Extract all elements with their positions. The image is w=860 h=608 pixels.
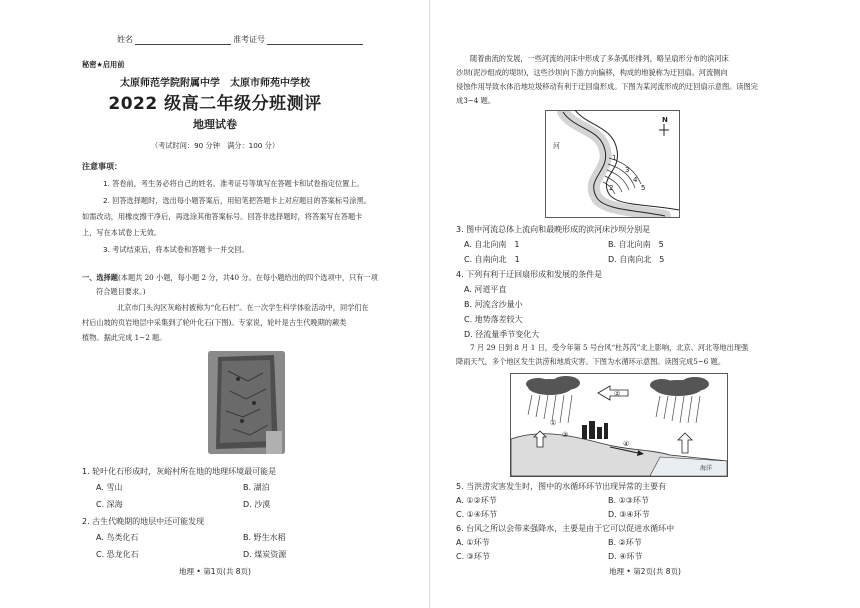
q4-option-a[interactable]: A. 河道平直 (464, 285, 507, 294)
sand-label-2: 2 (609, 184, 614, 192)
sea-label: 海洋 (700, 465, 713, 472)
cycle-label-4: ④ (623, 440, 630, 448)
q6-option-c[interactable]: C. ③环节 (456, 552, 490, 561)
q5-option-b[interactable]: B. ①③环节 (608, 496, 649, 505)
q1-option-d[interactable]: D. 沙漠 (243, 500, 271, 509)
q3-option-b[interactable]: B. 自北向南 5 (608, 240, 664, 249)
note-2-end: 上，写在本试卷上无效。 (82, 228, 162, 237)
sand-label-4: 4 (633, 176, 638, 184)
passage1-line-1: 随着曲流的发展，一些河流的河床中形成了多条弧形排列，略呈扇形分布的滨河床 (470, 54, 729, 63)
river-label: 河 (553, 142, 560, 150)
water-cycle-diagram (510, 373, 728, 477)
passage-line-1: 北京市门头沟区灰峪村被称为“化石村”。在一次学生科学体验活动中，同学们在 (117, 303, 369, 312)
sand-label-1: 1 (612, 154, 617, 162)
passage2-line-2: 降雨天气，多个地区发生洪涝和地质灾害。下图为水循环示意图。读图完成5~6 题。 (456, 357, 726, 366)
q3-option-a[interactable]: A. 自北向南 1 (464, 240, 520, 249)
q5-option-d[interactable]: D. ③④环节 (608, 510, 650, 519)
passage1-line-2: 沙坝(泥沙组成的堤坝)，这些沙坝向下游方向偏移，构成的地貌称为迂回扇。河流侧向 (456, 68, 728, 77)
q5-stem: 5. 当洪涝灾害发生时，图中的水循环环节出现异常的主要有 (456, 482, 667, 491)
fossil-photo (208, 351, 285, 454)
meander-fan-map (545, 110, 680, 218)
exam-no-input-line[interactable] (267, 36, 363, 45)
q3-stem: 3. 图中河流总体上流向和最晚形成的滨河床沙坝分别是 (456, 225, 651, 234)
q6-stem: 6. 台风之所以会带来强降水，主要是由于它可以促进水循环中 (456, 524, 675, 533)
q4-option-d[interactable]: D. 径流量季节变化大 (464, 330, 540, 339)
sand-label-3: 3 (625, 166, 630, 174)
cycle-label-3: ③ (562, 431, 569, 439)
q6-option-d[interactable]: D. ④环节 (608, 552, 643, 561)
note-2: 2. 回答选择题时，选出每小题答案后，用铅笔把答题卡上对应题目的答案标号涂黑。 (103, 196, 371, 205)
name-field-row (117, 34, 365, 45)
note-1: 1. 答卷前，考生务必将自己的姓名、准考证号等填写在答题卡和试卷指定位置上。 (103, 179, 364, 188)
q6-option-b[interactable]: B. ②环节 (608, 538, 642, 547)
schools-title: 太原师范学院附属中学 太原市师苑中学校 (120, 78, 310, 89)
cycle-label-1: ① (550, 419, 557, 427)
section1-header (82, 273, 378, 283)
section1-label: 一、选择题 (82, 273, 118, 282)
name-label: 姓名 (117, 35, 133, 44)
q1-stem: 1. 轮叶化石形成时，灰峪村所在地的地理环境最可能是 (82, 467, 277, 476)
passage-line-3: 植物。据此完成 1~2 题。 (82, 333, 167, 342)
north-label: N (662, 116, 668, 124)
right-page (430, 0, 860, 608)
note-3: 3. 考试结束后，将本试卷和答题卡一并交回。 (103, 245, 249, 254)
section1-text-cont: 符合题目要求。) (96, 287, 146, 296)
q2-option-a[interactable]: A. 鸟类化石 (96, 533, 139, 542)
name-input-line[interactable] (135, 36, 231, 45)
q3-option-c[interactable]: C. 自南向北 1 (464, 255, 520, 264)
sand-label-5: 5 (641, 184, 646, 192)
cycle-label-2: ② (614, 390, 621, 398)
q2-option-b[interactable]: B. 野生水稻 (243, 533, 286, 542)
notes-title: 注意事项： (82, 162, 122, 171)
q3-option-d[interactable]: D. 自南向北 5 (608, 255, 665, 264)
note-2-cont: 如需改动，用橡皮擦干净后，再选涂其他答案标号。回答非选择题时，将答案写在答题卡 (82, 212, 363, 221)
q2-option-d[interactable]: D. 煤炭资源 (243, 550, 287, 559)
q5-option-a[interactable]: A. ①②环节 (456, 496, 497, 505)
passage2-line-1: 7 月 29 日到 8 月 1 日，受今年第 5 号台风“杜苏芮”北上影响，北京、河北等地出现强 (470, 343, 749, 352)
secret-label: 秘密★启用前 (82, 60, 125, 69)
q2-option-c[interactable]: C. 恐龙化石 (96, 550, 139, 559)
section1-text: (本题共 20 小题，每小题 2 分，共40 分。在每小题给出的四个选项中，只有一项 (117, 273, 378, 282)
q2-stem: 2. 古生代晚期的地层中还可能发现 (82, 517, 205, 526)
passage1-line-4: 成3~4 题。 (456, 96, 496, 105)
q4-option-c[interactable]: C. 地势落差较大 (464, 315, 523, 324)
q4-stem: 4. 下列有利于迂回扇形成和发展的条件是 (456, 270, 603, 279)
q1-option-a[interactable]: A. 雪山 (96, 483, 123, 492)
q4-option-b[interactable]: B. 河流含沙量小 (464, 300, 523, 309)
q1-option-b[interactable]: B. 湖泊 (243, 483, 270, 492)
q1-option-c[interactable]: C. 深海 (96, 500, 123, 509)
main-title: 2022 级高二年级分班测评 (108, 94, 322, 114)
exam-no-label: 准考证号 (233, 35, 265, 44)
page-1-footer: 地理 • 第1页(共 8页) (179, 567, 251, 576)
passage1-line-3: 侵蚀作用导致水体沿地垃圾移动有利于迂回扇形成。下图为某河流形成的迂回扇示意图。读图完 (456, 82, 758, 91)
exam-info: （考试时间：90 分钟 满分：100 分） (150, 141, 280, 150)
subject-title: 地理试卷 (193, 118, 237, 131)
page-2-footer: 地理 • 第2页(共 8页) (609, 567, 681, 576)
passage-line-2: 村后山坡的页岩地层中采集到了轮叶化石(下图)。专家说，轮叶是古生代晚期的蕨类 (82, 318, 347, 327)
q5-option-c[interactable]: C. ①④环节 (456, 510, 498, 519)
q6-option-a[interactable]: A. ①环节 (456, 538, 490, 547)
